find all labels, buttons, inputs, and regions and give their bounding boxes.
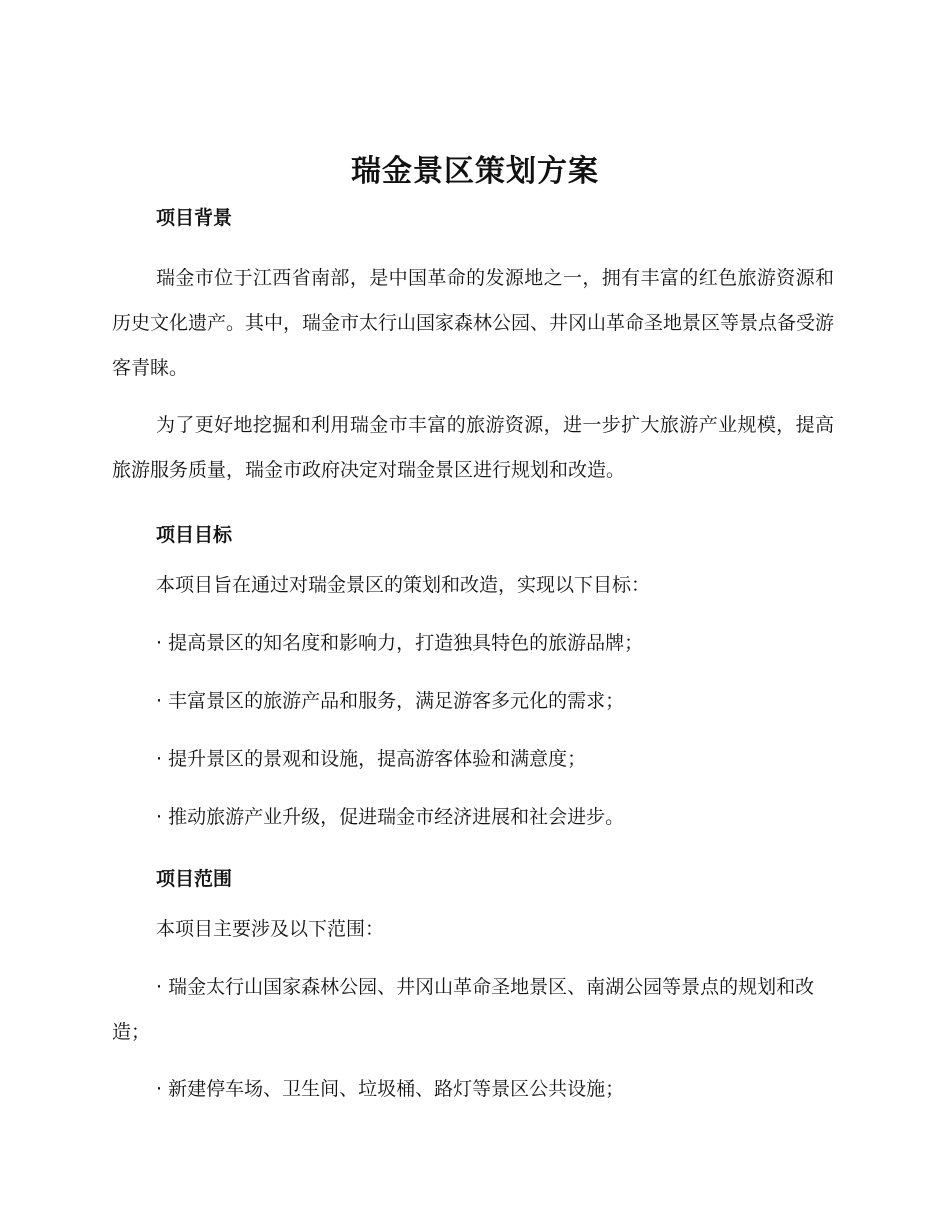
goals-list-item: · 提高景区的知名度和影响力，打造独具特色的旅游品牌； bbox=[156, 632, 644, 654]
goals-list-item: · 丰富景区的旅游产品和服务，满足游客多元化的需求； bbox=[156, 690, 625, 712]
document-body bbox=[112, 204, 834, 1112]
goals-list-item: · 推动旅游产业升级，促进瑞金市经济进展和社会进步。 bbox=[156, 806, 625, 828]
scope-list-item: · 瑞金太行山国家森林公园、井冈山革命圣地景区、南湖公园等景点的规划和改造； bbox=[112, 976, 815, 1043]
background-paragraph-1: 瑞金市位于江西省南部，是中国革命的发源地之一，拥有丰富的红色旅游资源和历史文化遗产。其中，瑞金市太行山国家森林公园、井冈山革命圣地景区等景点备受游客青睐。 bbox=[112, 267, 835, 379]
goals-list-item: · 提升景区的景观和设施，提高游客体验和满意度； bbox=[156, 748, 587, 770]
section-heading-scope: 项目范围 bbox=[156, 868, 233, 890]
scope-intro: 本项目主要涉及以下范围： bbox=[156, 918, 385, 940]
section-heading-goals: 项目目标 bbox=[156, 524, 233, 546]
goals-intro: 本项目旨在通过对瑞金景区的策划和改造，实现以下目标： bbox=[156, 574, 651, 596]
scope-list-item: · 新建停车场、卫生间、垃圾桶、路灯等景区公共设施； bbox=[156, 1078, 625, 1100]
document-title: 瑞金景区策划方案 bbox=[351, 154, 599, 189]
background-paragraph-2: 为了更好地挖掘和利用瑞金市丰富的旅游资源，进一步扩大旅游产业规模，提高旅游服务质量，瑞金市政府决定对瑞金景区进行规划和改造。 bbox=[112, 414, 834, 481]
section-heading-background: 项目背景 bbox=[156, 207, 233, 229]
